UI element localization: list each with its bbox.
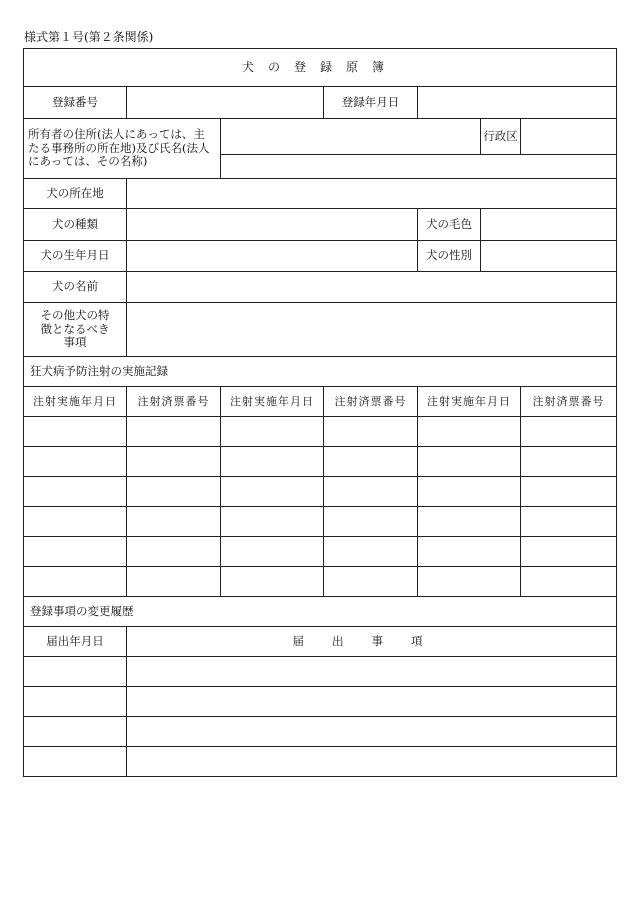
history-record-row (24, 657, 617, 687)
owner-address-field[interactable] (221, 119, 481, 155)
history-date-cell[interactable] (24, 717, 127, 747)
rabies-cell[interactable] (324, 447, 418, 477)
sex-label: 犬の性別 (418, 241, 481, 272)
other-features-field[interactable] (127, 303, 617, 357)
rabies-cell[interactable] (127, 567, 221, 597)
dog-breed-label: 犬の種類 (24, 209, 127, 241)
history-date-cell[interactable] (24, 747, 127, 777)
rabies-cell[interactable] (24, 567, 127, 597)
rabies-cell[interactable] (24, 477, 127, 507)
birth-date-row (24, 241, 617, 272)
rabies-cell[interactable] (418, 477, 521, 507)
rabies-cell[interactable] (127, 417, 221, 447)
rabies-cell[interactable] (221, 447, 324, 477)
birth-date-field[interactable] (127, 241, 418, 272)
rabies-cell[interactable] (521, 507, 617, 537)
title-row (24, 49, 617, 87)
registry-form (23, 48, 617, 777)
owner-name-field[interactable] (221, 155, 617, 179)
dog-name-field[interactable] (127, 272, 617, 303)
registration-date-label: 登録年月日 (324, 87, 418, 119)
rabies-record-row (24, 507, 617, 537)
registration-date-field[interactable] (418, 87, 617, 119)
rabies-cell[interactable] (127, 507, 221, 537)
coat-color-field[interactable] (481, 209, 617, 241)
rabies-cell[interactable] (418, 567, 521, 597)
form-title: 犬の登録原簿 (24, 49, 617, 87)
rabies-cell[interactable] (418, 507, 521, 537)
rabies-section-row (24, 357, 617, 387)
history-items-cell[interactable] (127, 717, 617, 747)
registration-row (24, 87, 617, 119)
rabies-cell[interactable] (221, 537, 324, 567)
rabies-header-row (24, 387, 617, 417)
rabies-record-row (24, 537, 617, 567)
rabies-cell[interactable] (324, 477, 418, 507)
rabies-record-row (24, 477, 617, 507)
other-features-label: その他犬の特徴となるべき事項 (24, 303, 127, 357)
dog-breed-row (24, 209, 617, 241)
rabies-col-date-2: 注射実施年月日 (221, 387, 324, 417)
dog-breed-field[interactable] (127, 209, 418, 241)
rabies-cell[interactable] (221, 507, 324, 537)
rabies-cell[interactable] (221, 417, 324, 447)
registration-number-label: 登録番号 (24, 87, 127, 119)
registration-number-field[interactable] (127, 87, 324, 119)
history-section-row (24, 597, 617, 627)
owner-row-top (24, 119, 617, 155)
rabies-cell[interactable] (24, 507, 127, 537)
owner-label: 所有者の住所(法人にあっては、主たる事務所の所在地)及び氏名(法人にあっては、その名称) (24, 119, 221, 179)
rabies-col-tag-1: 注射済票番号 (127, 387, 221, 417)
rabies-cell[interactable] (127, 537, 221, 567)
administrative-district-label: 行政区 (481, 119, 521, 155)
rabies-cell[interactable] (521, 447, 617, 477)
rabies-cell[interactable] (24, 417, 127, 447)
rabies-cell[interactable] (521, 417, 617, 447)
history-items-cell[interactable] (127, 747, 617, 777)
rabies-record-row (24, 567, 617, 597)
birth-date-label: 犬の生年月日 (24, 241, 127, 272)
rabies-col-date-3: 注射実施年月日 (418, 387, 521, 417)
history-section-title: 登録事項の変更履歴 (24, 597, 617, 627)
rabies-cell[interactable] (521, 477, 617, 507)
rabies-cell[interactable] (418, 417, 521, 447)
rabies-cell[interactable] (24, 537, 127, 567)
rabies-cell[interactable] (24, 447, 127, 477)
rabies-cell[interactable] (127, 477, 221, 507)
form-number: 様式第１号(第２条関係) (24, 30, 154, 44)
rabies-col-date-1: 注射実施年月日 (24, 387, 127, 417)
rabies-cell[interactable] (418, 537, 521, 567)
history-items-cell[interactable] (127, 687, 617, 717)
rabies-cell[interactable] (324, 567, 418, 597)
rabies-cell[interactable] (127, 447, 221, 477)
history-items-cell[interactable] (127, 657, 617, 687)
history-col-items: 届出事項 (127, 627, 617, 657)
rabies-col-tag-2: 注射済票番号 (324, 387, 418, 417)
dog-name-row (24, 272, 617, 303)
history-record-row (24, 747, 617, 777)
rabies-cell[interactable] (521, 567, 617, 597)
administrative-district-field[interactable] (521, 119, 617, 155)
rabies-col-tag-3: 注射済票番号 (521, 387, 617, 417)
rabies-cell[interactable] (324, 507, 418, 537)
rabies-cell[interactable] (324, 417, 418, 447)
history-date-cell[interactable] (24, 687, 127, 717)
rabies-cell[interactable] (324, 537, 418, 567)
history-record-row (24, 717, 617, 747)
rabies-section-title: 狂犬病予防注射の実施記録 (24, 357, 617, 387)
history-record-row (24, 687, 617, 717)
dog-location-label: 犬の所在地 (24, 179, 127, 209)
dog-name-label: 犬の名前 (24, 272, 127, 303)
rabies-cell[interactable] (418, 447, 521, 477)
dog-location-row (24, 179, 617, 209)
rabies-record-row (24, 447, 617, 477)
rabies-cell[interactable] (221, 567, 324, 597)
other-features-row (24, 303, 617, 357)
history-col-date: 届出年月日 (24, 627, 127, 657)
coat-color-label: 犬の毛色 (418, 209, 481, 241)
sex-field[interactable] (481, 241, 617, 272)
dog-location-field[interactable] (127, 179, 617, 209)
history-header-row (24, 627, 617, 657)
rabies-record-row (24, 417, 617, 447)
rabies-cell[interactable] (221, 477, 324, 507)
rabies-cell[interactable] (521, 537, 617, 567)
history-date-cell[interactable] (24, 657, 127, 687)
